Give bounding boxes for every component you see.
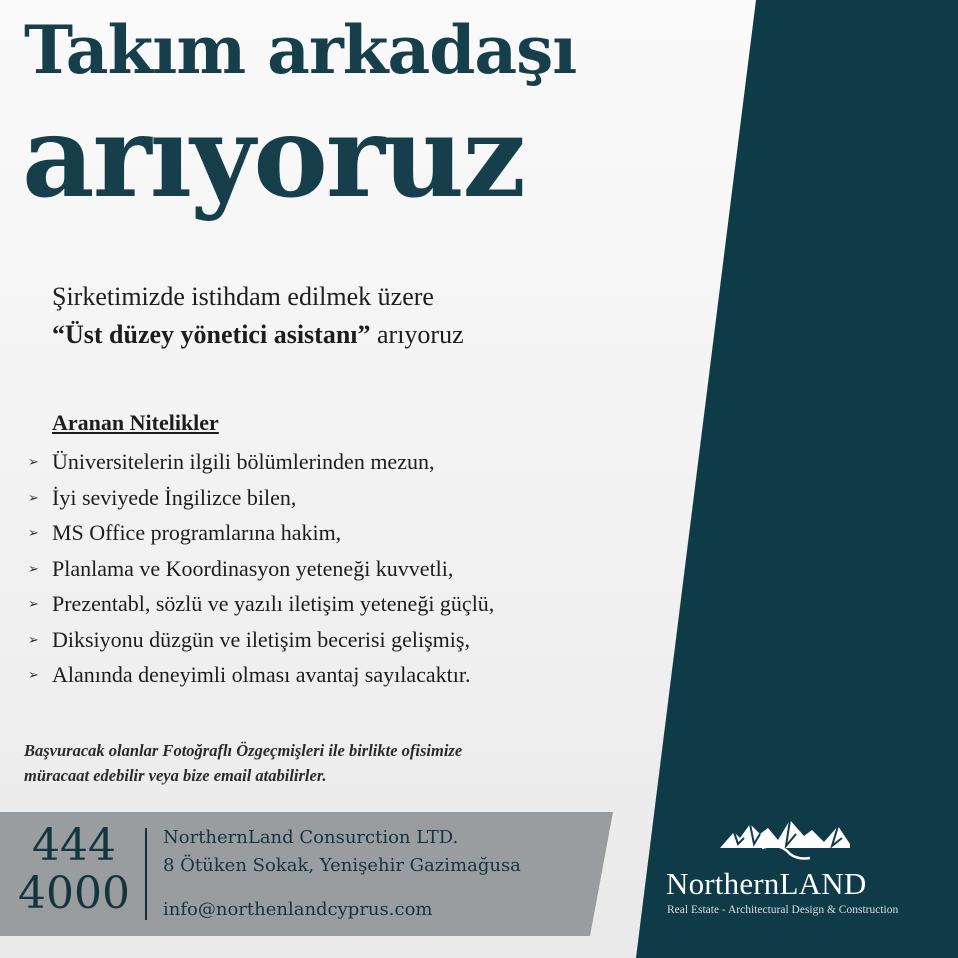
qualification-text: Alanında deneyimli olması avantaj sayılacaktır. — [52, 662, 471, 687]
headline-line-2: arıyoruz — [22, 92, 524, 223]
qualification-text: İyi seviyede İngilizce bilen, — [52, 484, 297, 510]
logo-tagline: Real Estate - Architectural Design & Construction — [667, 904, 899, 916]
qualification-text: MS Office programlarına hakim, — [52, 520, 342, 545]
qualification-item — [28, 444, 668, 480]
qualification-item — [28, 480, 668, 516]
qualification-item — [28, 657, 668, 693]
company-name: NorthernLand Consurction LTD. — [163, 827, 459, 848]
qualifications-list — [28, 444, 668, 693]
phone-line-1: 444 — [32, 820, 116, 871]
arrow-bullet-icon: ➢ — [28, 454, 39, 469]
footer-divider — [145, 828, 147, 920]
qualification-item — [28, 515, 668, 551]
intro-line-2 — [52, 316, 652, 354]
intro-text — [52, 278, 652, 354]
intro-line-1: Şirketimizde istihdam edilmek üzere — [52, 282, 434, 311]
qualification-text: Planlama ve Koordinasyon yeteneği kuvvetli, — [52, 555, 454, 581]
arrow-bullet-icon: ➢ — [28, 596, 39, 611]
application-note-line-2: müracaat edebilir veya bize email atabilirler. — [24, 766, 327, 785]
company-logo — [666, 808, 946, 928]
company-address: 8 Ötüken Sokak, Yenişehir Gazimağusa — [163, 855, 521, 876]
headline-line-1: Takım arkadaşı — [24, 11, 577, 89]
qualification-text: Prezentabl, sözlü ve yazılı iletişim yeteneği güçlü, — [52, 591, 495, 616]
arrow-bullet-icon: ➢ — [28, 489, 39, 505]
application-note — [24, 738, 614, 788]
qualifications-section — [28, 408, 668, 693]
qualification-item — [28, 551, 668, 587]
position-title: “Üst düzey yönetici asistanı” — [52, 320, 371, 349]
qualification-text: Üniversitelerin ilgili bölümlerinden mezun, — [52, 449, 435, 474]
application-note-line-1: Başvuracak olanlar Fotoğraflı Özgeçmişleri ile birlikte ofisimize — [24, 741, 463, 760]
qualification-item — [28, 586, 668, 622]
phone-line-2: 4000 — [18, 868, 130, 919]
email-link[interactable]: info@northenlandcyprus.com — [163, 899, 433, 920]
logo-name: NorthernLAND — [666, 866, 867, 901]
company-contact — [163, 824, 521, 924]
qualification-text: Diksiyonu düzgün ve iletişim becerisi gelişmiş, — [52, 626, 470, 652]
arrow-bullet-icon: ➢ — [28, 667, 39, 682]
qualification-item — [28, 622, 668, 658]
mountain-icon — [720, 814, 850, 864]
intro-line-2-suffix: arıyoruz — [370, 320, 464, 349]
phone-number[interactable] — [18, 822, 130, 918]
arrow-bullet-icon: ➢ — [28, 631, 39, 647]
arrow-bullet-icon: ➢ — [28, 560, 39, 576]
qualifications-title: Aranan Nitelikler — [52, 410, 219, 435]
arrow-bullet-icon: ➢ — [28, 525, 39, 540]
